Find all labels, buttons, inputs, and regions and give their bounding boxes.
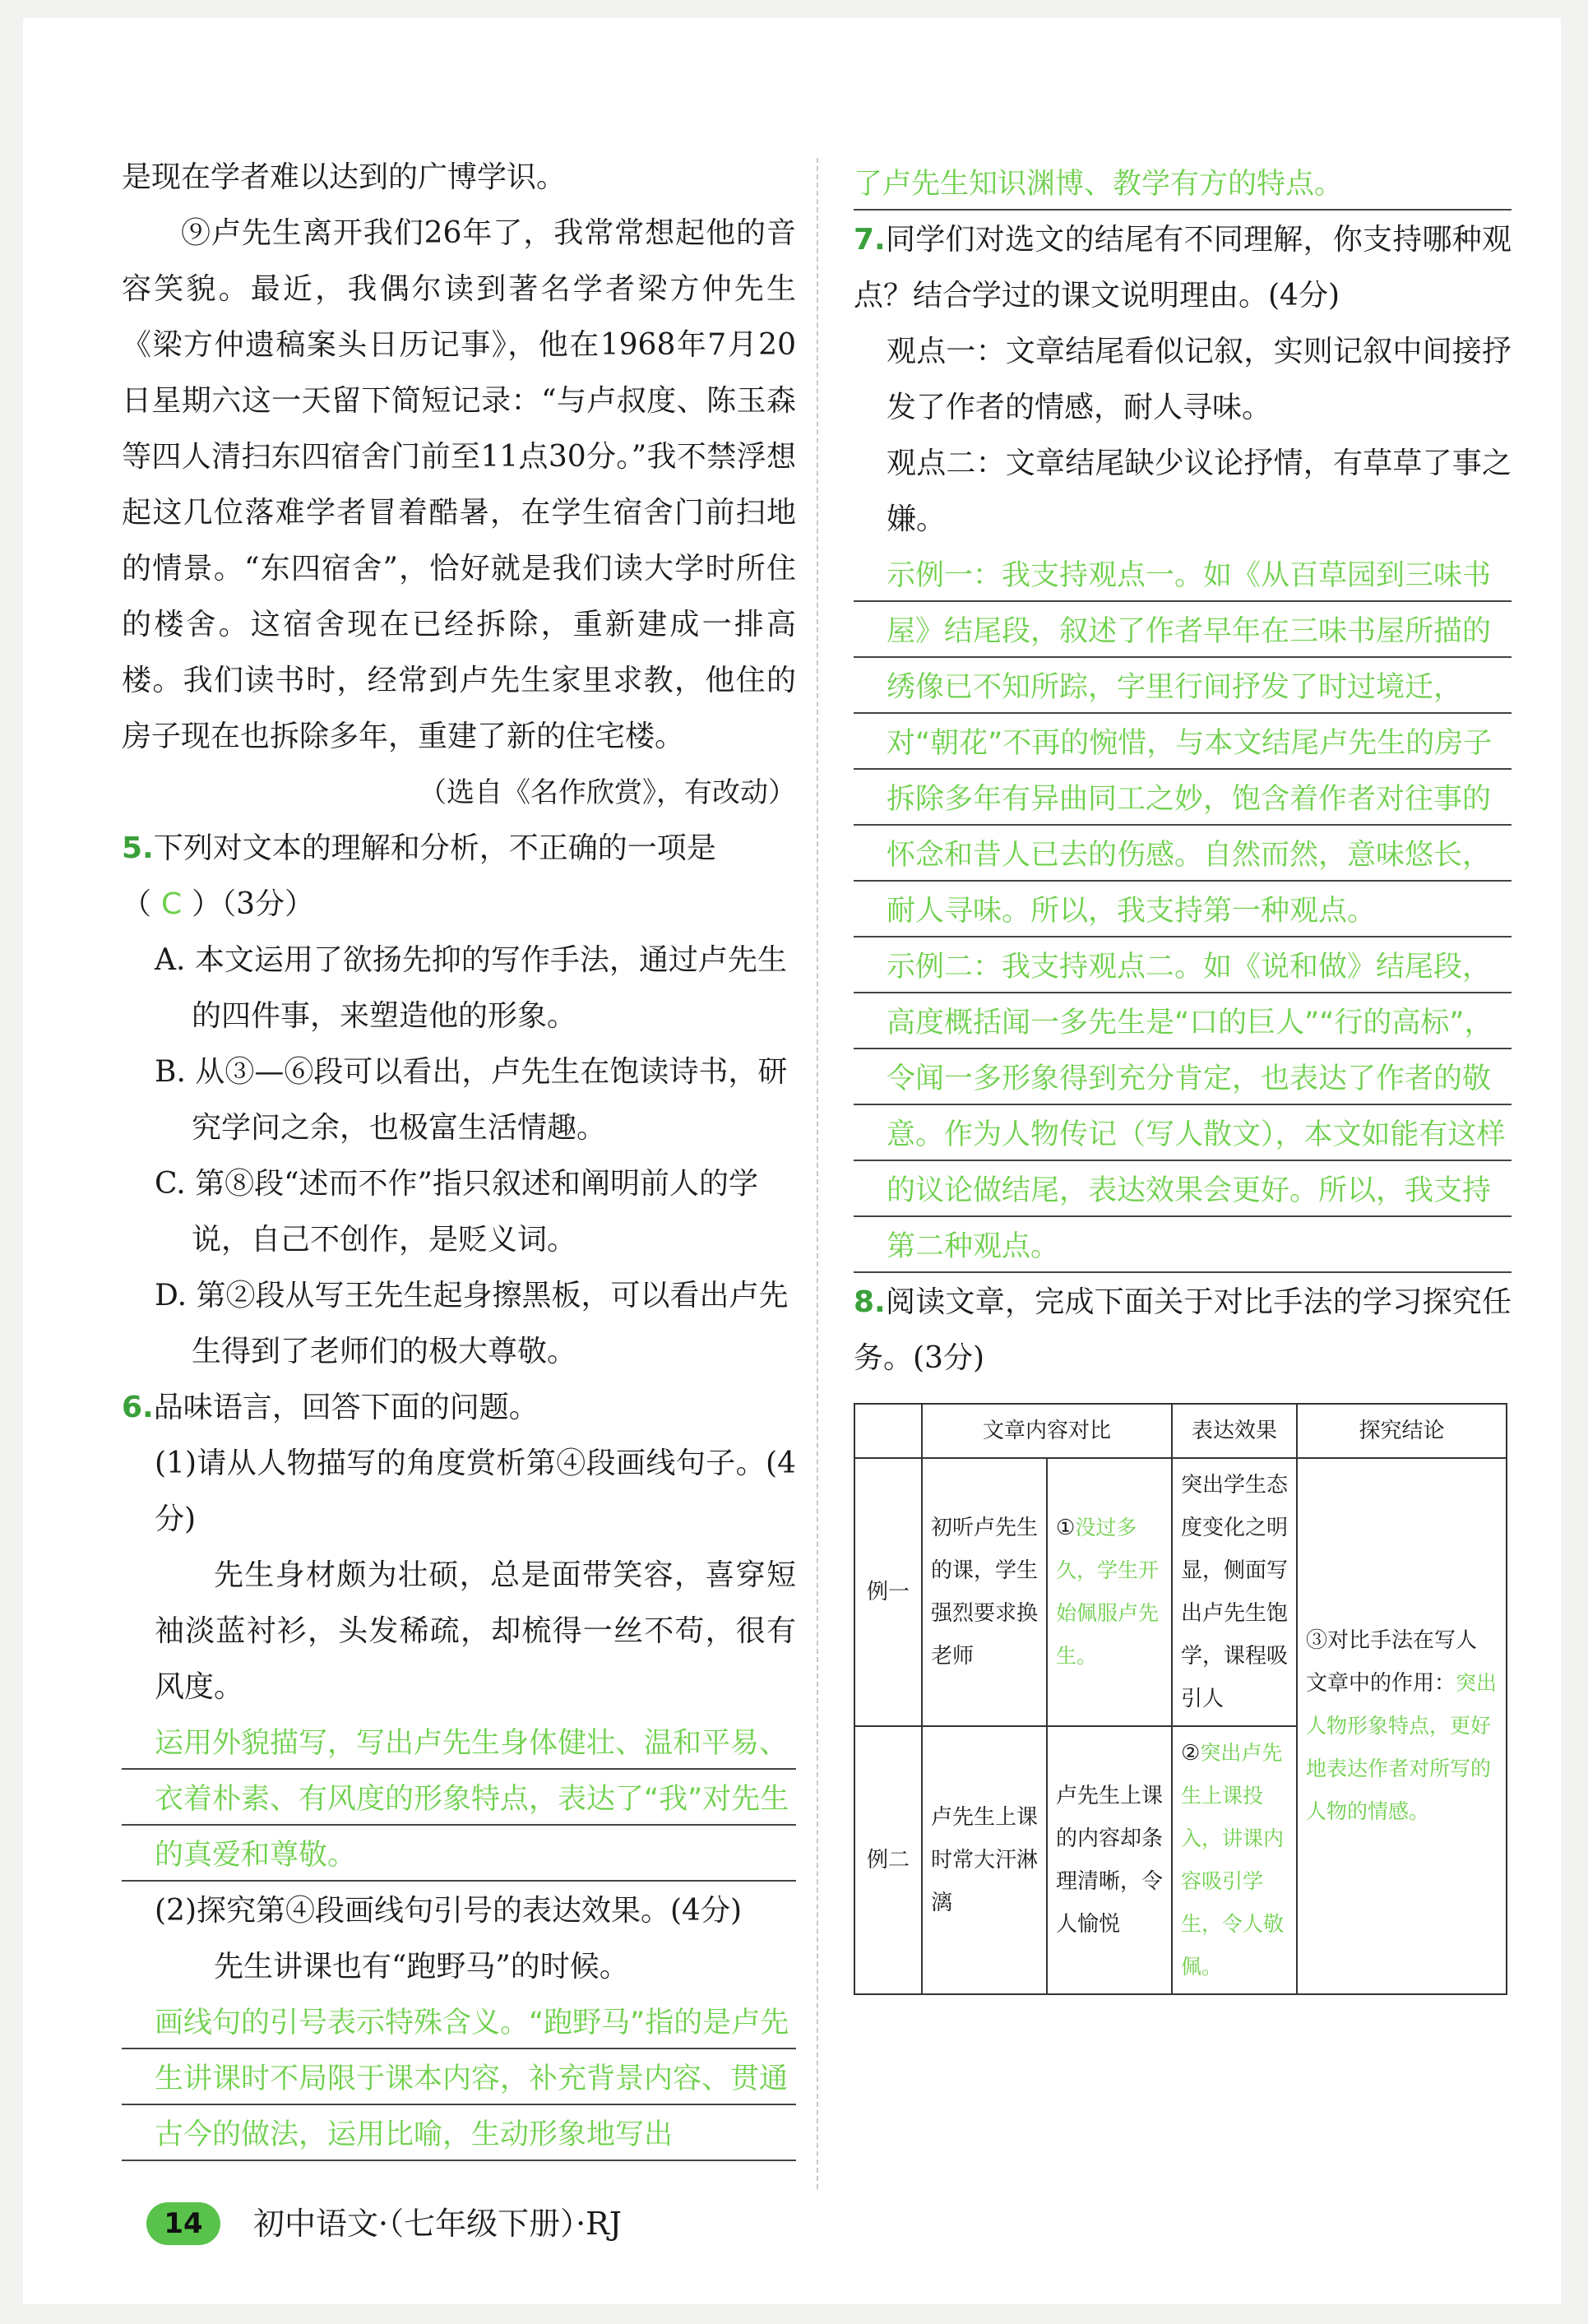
- source-note: （选自《名作欣赏》，有改动）: [419, 776, 796, 809]
- table-header-content: 文章内容对比: [922, 1404, 1172, 1458]
- question-5-score: ）（3分）: [192, 887, 315, 921]
- question-7-answer-example2: 示例二：我支持观点二。如《说和做》结尾段，高度概括闻一多先生是“口的巨人”“行的高标”，令闻一多形象得到充分肯定，也表达了作者的敬意。作为人物传记（写人散文），本文如能有这样的议论做结尾，表达效果会更好。所以，我支持第二种观点。: [854, 939, 1512, 1275]
- question-8-number: 8.: [854, 1285, 886, 1319]
- question-5-paren-open: （: [122, 887, 152, 921]
- row1-blank-number: ①: [1056, 1516, 1076, 1540]
- row2-effect: [1172, 1726, 1297, 1994]
- paragraph-9: ⑨卢先生离开我们26年了，我常常想起他的音容笑貌。最近，我偶尔读到著名学者梁方仲先生《梁方仲遗稿案头日历记事》，他在1968年7月20日星期六这一天留下简短记录：“与卢叔度、陈玉森等四人清扫东四宿舍门前至11点30分。”我不禁浮想起这几位落难学者冒着酷暑，在学生宿舍门前扫地的情景。“东四宿舍”，恰好就是我们读大学时所住的楼舍。这宿舍现在已经拆除，重新建成一排高楼。我们读书时，经常到卢先生家里求教，他住的房子现在也拆除多年，重建了新的住宅楼。: [122, 216, 796, 753]
- question-6: [122, 1380, 796, 1436]
- row2-content-b: 卢先生上课的内容却条理清晰，令人愉悦: [1047, 1726, 1172, 1994]
- question-7-number: 7.: [854, 223, 886, 257]
- question-6-sub2: (2)探究第④段画线句引号的表达效果。(4分): [155, 1894, 742, 1928]
- option-b: B. 从③—⑥段可以看出，卢先生在饱读诗书，研究学问之余，也极富生活情趣。: [155, 1055, 788, 1145]
- row1-content-a: 初听卢先生的课，学生强烈要求换老师: [922, 1458, 1047, 1726]
- row1-label: 例一: [854, 1458, 922, 1726]
- row1-content-b: [1047, 1458, 1172, 1726]
- book-title: 初中语文·（七年级下册）·RJ: [253, 2206, 623, 2242]
- row2-blank-answer: 突出卢先生上课投入，讲课内容吸引学生，令人敬佩。: [1181, 1741, 1285, 1979]
- page-number-badge: 14: [146, 2202, 220, 2245]
- column-divider: [817, 158, 818, 2189]
- row2-label: 例二: [854, 1726, 922, 1994]
- table-header-effect: 表达效果: [1172, 1404, 1297, 1458]
- question-5-answer: C: [161, 887, 183, 921]
- question-5-number: 5.: [122, 831, 154, 865]
- question-8-stem: 阅读文章，完成下面关于对比手法的学习探究任务。(3分): [854, 1285, 1512, 1375]
- question-7: [854, 212, 1512, 324]
- conclusion-cell: [1297, 1458, 1507, 1994]
- conclusion-answer: 突出人物形象特点，更好地表达作者对所写的人物的情感。: [1306, 1671, 1498, 1823]
- question-6-sub1: (1)请从人物描写的角度赏析第④段画线句子。(4分): [155, 1447, 796, 1536]
- table-header-row: [854, 1404, 1507, 1458]
- option-c: C. 第⑧段“述而不作”指只叙述和阐明前人的学说，自己不创作，是贬义词。: [155, 1167, 758, 1257]
- question-6-quote2: 先生讲课也有“跑野马”的时候。: [214, 1950, 629, 1984]
- question-8: [854, 1275, 1512, 1387]
- page: [23, 18, 1561, 2304]
- table-header-conclusion: 探究结论: [1297, 1404, 1507, 1458]
- row2-blank-number: ②: [1181, 1741, 1201, 1766]
- question-5: [122, 821, 796, 933]
- right-column: [854, 156, 1512, 1995]
- row1-blank-answer: 没过多久，学生开始佩服卢先生。: [1056, 1516, 1160, 1668]
- question-6-number: 6.: [122, 1391, 154, 1424]
- question-7-answer-example1: 示例一：我支持观点一。如《从百草园到三味书屋》结尾段，叙述了作者早年在三味书屋所描的绣像已不知所踪，字里行间抒发了时过境迁，对“朝花”不再的惋惜，与本文结尾卢先生的房子拆除多年有异曲同工之妙，饱含着作者对往事的怀念和昔人已去的伤感。自然而然，意味悠长，耐人寻味。所以，我支持第一种观点。: [854, 548, 1512, 939]
- contrast-task-table: [854, 1403, 1507, 1995]
- conclusion-prefix: ③对比手法在写人文章中的作用：: [1306, 1628, 1478, 1696]
- left-column: [122, 150, 796, 2163]
- row2-content-a: 卢先生上课时常大汗淋漓: [922, 1726, 1047, 1994]
- row1-effect: 突出学生态度变化之明显，侧面写出卢先生饱学，课程吸引人: [1172, 1458, 1297, 1726]
- question-7-view1: 观点一：文章结尾看似记叙，实则记叙中间接抒发了作者的情感，耐人寻味。: [887, 335, 1512, 424]
- question-6-answer1: 运用外貌描写，写出卢先生身体健壮、温和平易、衣着朴素、有风度的形象特点，表达了“我”对先生的真爱和尊敬。: [122, 1715, 796, 1883]
- question-5-stem: 下列对文本的理解和分析，不正确的一项是: [153, 831, 716, 865]
- question-6-answer2-continued: 了卢先生知识渊博、教学有方的特点。: [854, 156, 1512, 212]
- question-7-view2: 观点二：文章结尾缺少议论抒情，有草草了事之嫌。: [887, 447, 1512, 536]
- question-6-answer2: 画线句的引号表示特殊含义。“跑野马”指的是卢先生讲课时不局限于课本内容，补充背景内容、贯通古今的做法，运用比喻，生动形象地写出: [122, 1995, 796, 2163]
- question-6-quote1: 先生身材颇为壮硕，总是面带笑容，喜穿短袖淡蓝衬衫，头发稀疏，却梳得一丝不苟，很有风度。: [155, 1558, 796, 1704]
- table-row: [854, 1458, 1507, 1726]
- question-7-stem: 同学们对选文的结尾有不同理解，你支持哪种观点？结合学过的课文说明理由。(4分): [854, 223, 1512, 312]
- table-header-blank: [854, 1404, 922, 1458]
- paragraph-continuation: 是现在学者难以达到的广博学识。: [122, 160, 567, 194]
- option-d: D. 第②段从写王先生起身擦黑板，可以看出卢先生得到了老师们的极大尊敬。: [155, 1279, 789, 1368]
- option-a: A. 本文运用了欲扬先抑的写作手法，通过卢先生的四件事，来塑造他的形象。: [155, 943, 787, 1033]
- question-6-stem: 品味语言，回答下面的问题。: [153, 1391, 539, 1424]
